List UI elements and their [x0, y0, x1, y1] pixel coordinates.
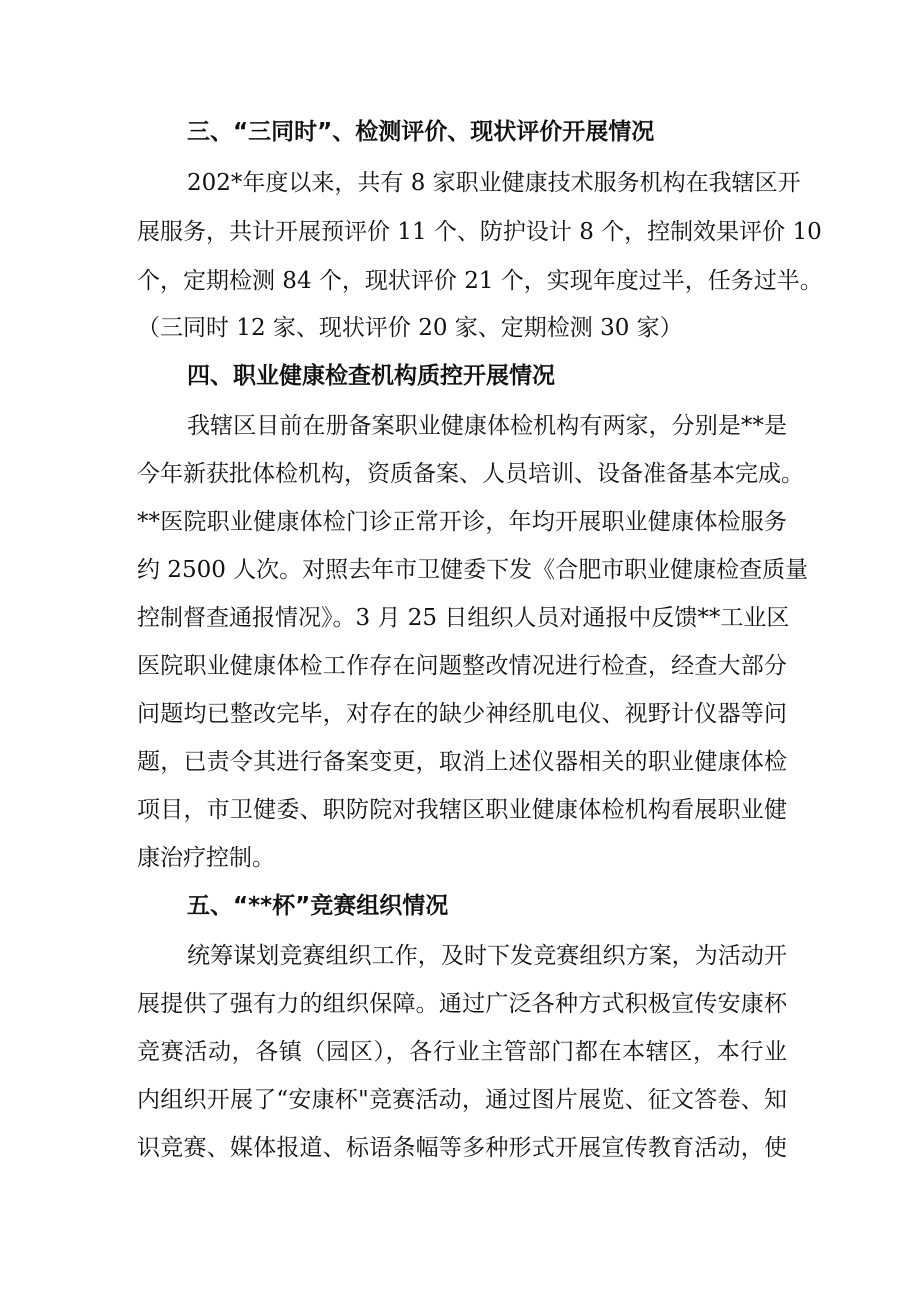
paragraph-line: （三同时 12 家、现状评价 20 家、定期检测 30 家）	[137, 315, 683, 341]
paragraph-line: 识竞赛、媒体报道、标语条幅等多种形式开展宣传教育活动，使	[137, 1135, 787, 1161]
section-heading-five: 五、“**杯”竞赛组织情况	[187, 893, 449, 919]
paragraph-line: 控制督查通报情况》。3 月 25 日组织人员对通报中反馈**工业区	[137, 605, 790, 631]
paragraph-line: 展服务，共计开展预评价 11 个、防护设计 8 个，控制效果评价 10	[137, 219, 822, 245]
paragraph-line: 竞赛活动，各镇（园区），各行业主管部门都在本辖区，本行业	[137, 1039, 787, 1065]
paragraph-line: 展提供了强有力的组织保障。通过广泛各种方式积极宣传安康杯	[137, 991, 787, 1017]
paragraph-line: 内组织开展了“安康杯"竞赛活动，通过图片展览、征文答卷、知	[137, 1087, 787, 1113]
section-heading-four: 四、职业健康检查机构质控开展情况	[187, 363, 555, 389]
paragraph-line: **医院职业健康体检门诊正常开诊，年均开展职业健康体检服务	[137, 509, 787, 535]
paragraph-line: 个，定期检测 84 个，现状评价 21 个，实现年度过半，任务过半。	[137, 268, 823, 294]
paragraph-line: 今年新获批体检机构，资质备案、人员培训、设备准备基本完成。	[137, 461, 804, 487]
paragraph-line: 医院职业健康体检工作存在问题整改情况进行检查，经查大部分	[137, 653, 787, 679]
section-heading-three: 三、“三同时”、检测评价、现状评价开展情况	[187, 119, 655, 145]
paragraph-line: 202*年度以来，共有 8 家职业健康技术服务机构在我辖区开	[187, 170, 801, 196]
paragraph-line: 康治疗控制。	[137, 845, 275, 871]
paragraph-line: 题，已责令其进行备案变更，取消上述仪器相关的职业健康体检	[137, 749, 787, 775]
paragraph-line: 统筹谋划竞赛组织工作，及时下发竞赛组织方案，为活动开	[187, 943, 787, 969]
paragraph-line: 问题均已整改完毕，对存在的缺少神经肌电仪、视野计仪器等问	[137, 701, 787, 727]
paragraph-line: 项目，市卫健委、职防院对我辖区职业健康体检机构看展职业健	[137, 797, 787, 823]
paragraph-line: 我辖区目前在册备案职业健康体检机构有两家，分别是**是	[187, 413, 787, 439]
paragraph-line: 约 2500 人次。对照去年市卫健委下发《合肥市职业健康检查质量	[137, 557, 809, 583]
